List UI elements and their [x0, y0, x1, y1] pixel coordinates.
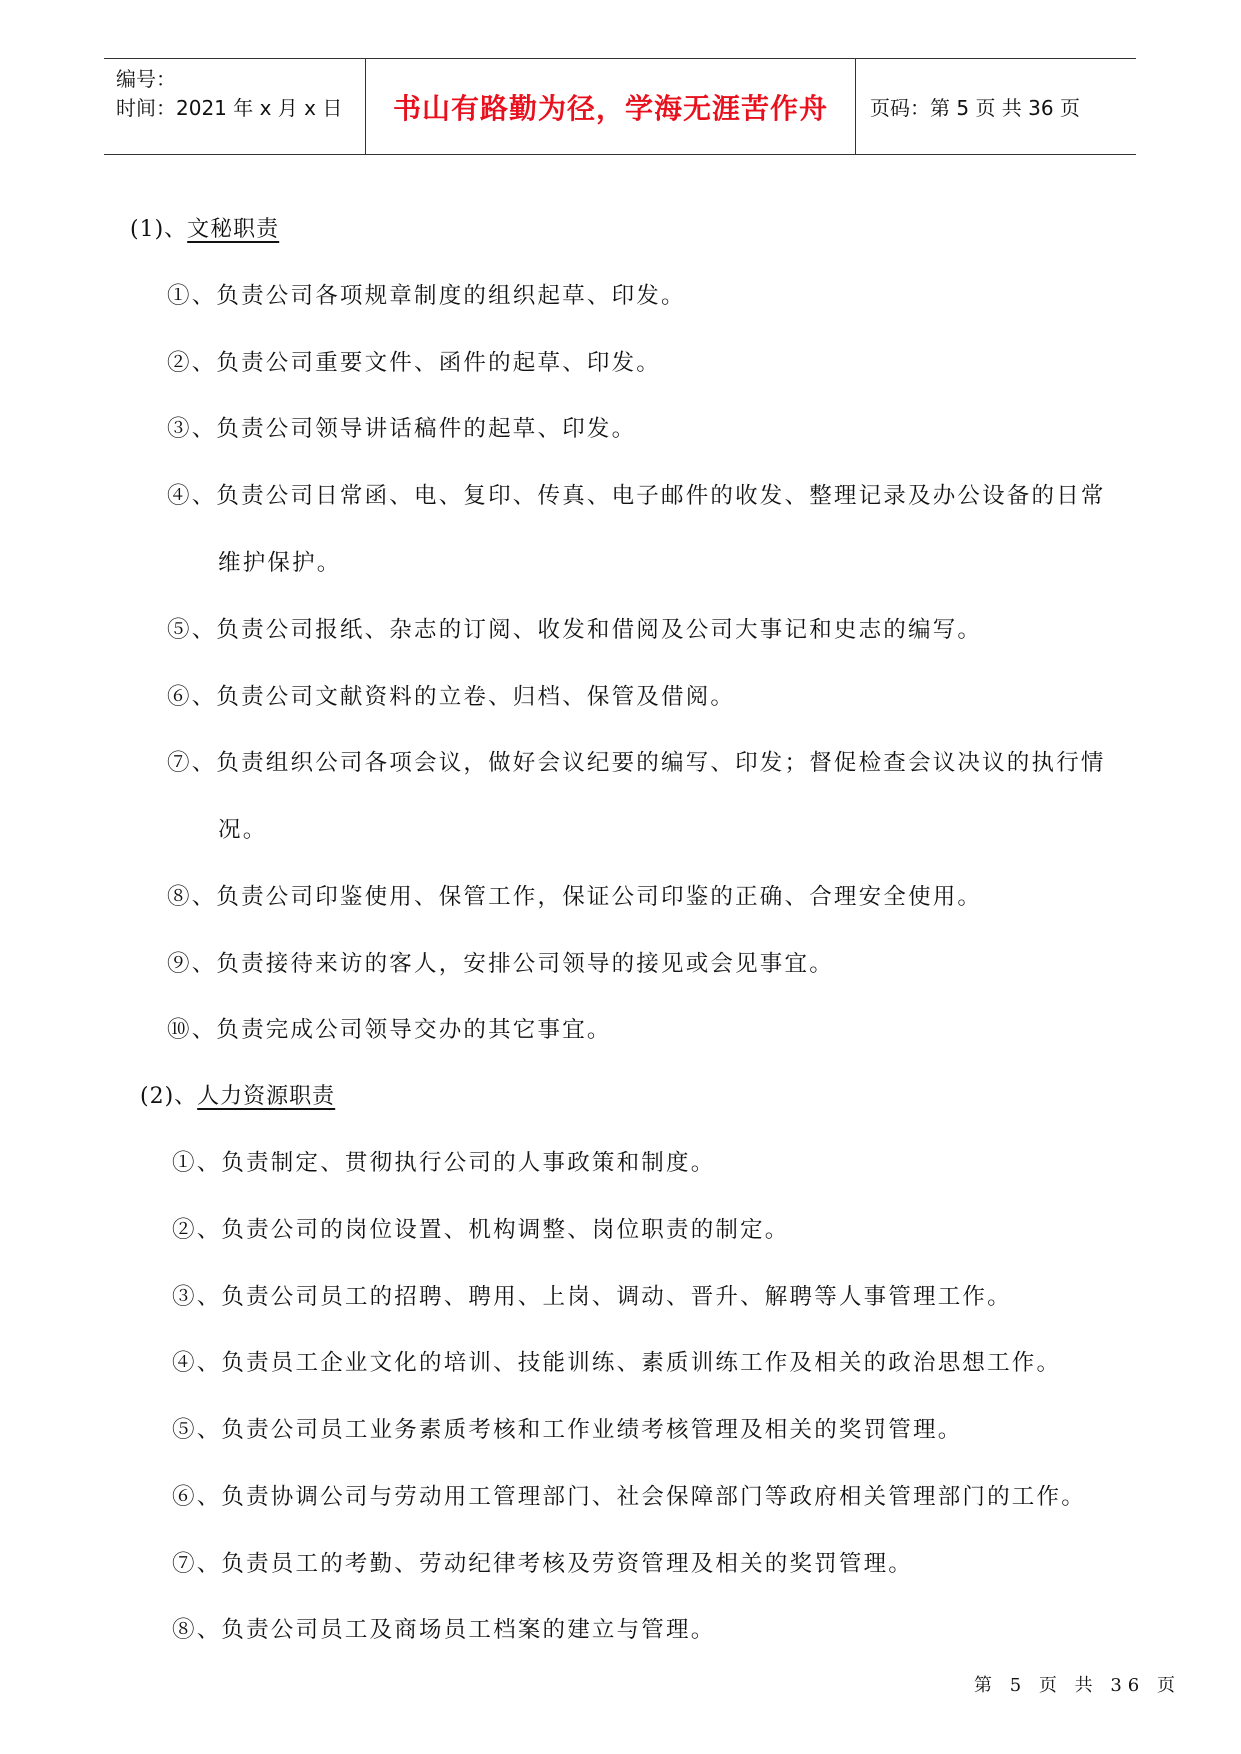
list-item-continuation: 况。	[218, 817, 268, 843]
list-item-continuation: 维护保护。	[218, 550, 342, 576]
document-number-label: 编号：	[116, 67, 176, 91]
document-header	[104, 58, 1136, 155]
list-item: ①、负责公司各项规章制度的组织起草、印发。	[167, 283, 686, 309]
section-heading	[140, 1079, 335, 1110]
header-page-info: 页码：第 5 页 共 36 页	[870, 96, 1080, 120]
list-item: ⑤、负责公司员工业务素质考核和工作业绩考核管理及相关的奖罚管理。	[172, 1417, 963, 1443]
list-item: ④、负责公司日常函、电、复印、传真、电子邮件的收发、整理记录及办公设备的日常	[167, 483, 1106, 509]
list-item: ③、负责公司员工的招聘、聘用、上岗、调动、晋升、解聘等人事管理工作。	[172, 1284, 1012, 1310]
list-item: ⑦、负责员工的考勤、劳动纪律考核及劳资管理及相关的奖罚管理。	[172, 1551, 914, 1577]
header-left-cell	[104, 59, 366, 154]
header-page-cell	[856, 59, 1136, 154]
list-item: ⑤、负责公司报纸、杂志的订阅、收发和借阅及公司大事记和史志的编写。	[167, 617, 983, 643]
page-footer: 第 5 页 共 36 页	[974, 1675, 1181, 1696]
list-item: ②、负责公司重要文件、函件的起草、印发。	[167, 350, 662, 376]
list-item: ⑥、负责公司文献资料的立卷、归档、保管及借阅。	[167, 684, 736, 710]
section-prefix: (2)、	[140, 1084, 198, 1109]
list-item: ③、负责公司领导讲话稿件的起草、印发。	[167, 416, 637, 442]
list-item: ①、负责制定、贯彻执行公司的人事政策和制度。	[172, 1150, 716, 1176]
list-item: ②、负责公司的岗位设置、机构调整、岗位职责的制定。	[172, 1217, 790, 1243]
header-motto: 书山有路勤为径，学海无涯苦作舟	[392, 91, 828, 125]
list-item: ④、负责员工企业文化的培训、技能训练、素质训练工作及相关的政治思想工作。	[172, 1350, 1062, 1376]
section-title: 人力资源职责	[197, 1084, 336, 1109]
list-item: ⑦、负责组织公司各项会议，做好会议纪要的编写、印发；督促检查会议决议的执行情	[167, 750, 1106, 776]
document-time-label: 时间：2021 年 x 月 x 日	[116, 96, 343, 120]
list-item: ⑨、负责接待来访的客人，安排公司领导的接见或会见事宜。	[167, 951, 834, 977]
section-heading	[130, 212, 279, 243]
section-prefix: (1)、	[130, 217, 188, 242]
list-item: ⑥、负责协调公司与劳动用工管理部门、社会保障部门等政府相关管理部门的工作。	[172, 1484, 1086, 1510]
list-item: ⑧、负责公司员工及商场员工档案的建立与管理。	[172, 1617, 716, 1643]
list-item: ⑧、负责公司印鉴使用、保管工作，保证公司印鉴的正确、合理安全使用。	[167, 884, 983, 910]
section-title: 文秘职责	[187, 217, 280, 242]
list-item: ⑩、负责完成公司领导交办的其它事宜。	[167, 1017, 612, 1043]
header-motto-cell	[366, 59, 856, 154]
